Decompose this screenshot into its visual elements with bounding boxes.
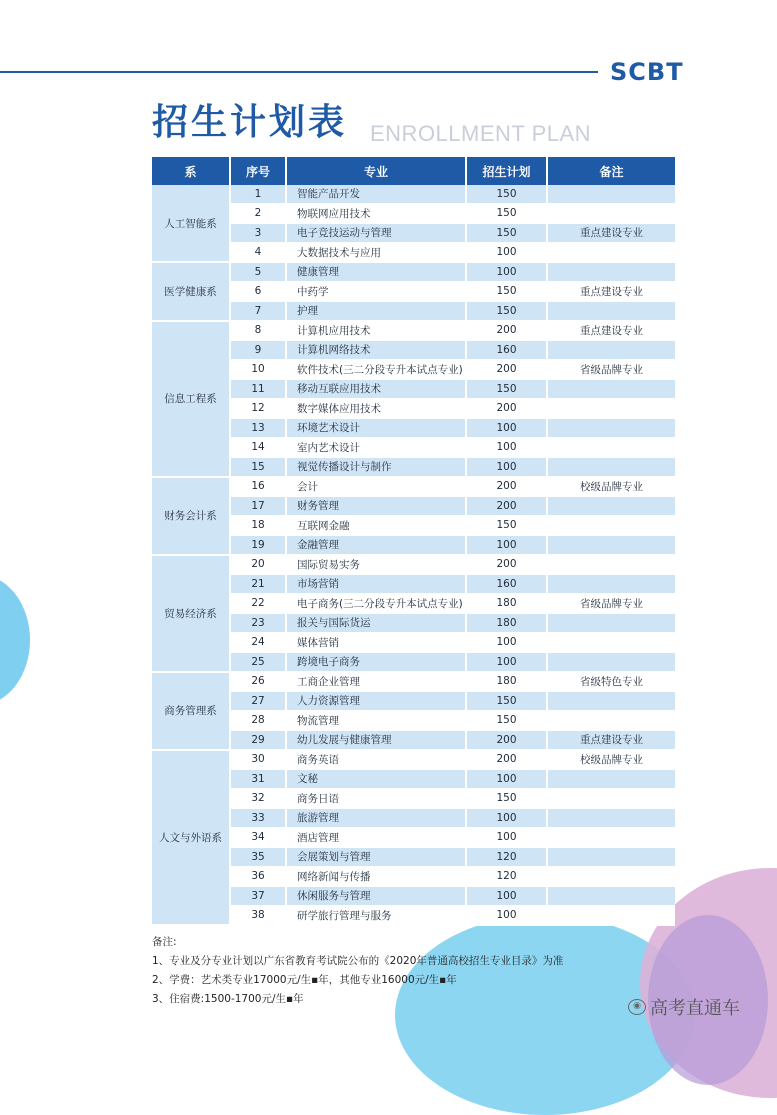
note-cell [548, 634, 675, 654]
major-cell: 媒体营销 [287, 634, 467, 654]
major-cell: 电子商务(三二分段专升本试点专业) [287, 595, 467, 615]
serial-cell: 35 [231, 848, 287, 868]
serial-cell: 6 [231, 283, 287, 303]
major-cell: 计算机应用技术 [287, 322, 467, 342]
plan-cell: 150 [467, 302, 548, 322]
note-cell [548, 341, 675, 361]
serial-cell: 1 [231, 185, 287, 205]
note-cell [548, 380, 675, 400]
plan-cell: 150 [467, 517, 548, 537]
major-cell: 金融管理 [287, 536, 467, 556]
note-line: 1、专业及分专业计划以广东省教育考试院公布的《2020年普通高校招生专业目录》为准 [152, 955, 564, 967]
table-row [152, 575, 675, 595]
major-cell: 旅游管理 [287, 809, 467, 829]
major-cell: 中药学 [287, 283, 467, 303]
table-row [152, 829, 675, 849]
plan-cell: 120 [467, 868, 548, 888]
table-row [152, 790, 675, 810]
serial-cell: 22 [231, 595, 287, 615]
column-header-note: 备注 [548, 157, 675, 185]
note-cell: 省级品牌专业 [548, 361, 675, 381]
table-row [152, 517, 675, 537]
major-cell: 健康管理 [287, 263, 467, 283]
serial-cell: 33 [231, 809, 287, 829]
note-cell: 重点建设专业 [548, 224, 675, 244]
serial-cell: 16 [231, 478, 287, 498]
table-header-row [152, 157, 675, 185]
serial-cell: 12 [231, 400, 287, 420]
table-row [152, 634, 675, 654]
plan-cell: 100 [467, 887, 548, 907]
major-cell: 会展策划与管理 [287, 848, 467, 868]
department-cell: 财务会计系 [152, 478, 231, 556]
major-cell: 移动互联应用技术 [287, 380, 467, 400]
page-subtitle: ENROLLMENT PLAN [370, 121, 592, 146]
table-row [152, 244, 675, 264]
table-row [152, 731, 675, 751]
major-cell: 网络新闻与传播 [287, 868, 467, 888]
note-cell: 校级品牌专业 [548, 478, 675, 498]
table-row [152, 497, 675, 517]
serial-cell: 38 [231, 907, 287, 927]
department-cell: 贸易经济系 [152, 556, 231, 673]
major-cell: 人力资源管理 [287, 692, 467, 712]
note-cell [548, 263, 675, 283]
page-title: 招生计划表 [152, 102, 348, 143]
table-row [152, 868, 675, 888]
table-row [152, 322, 675, 342]
table-row [152, 887, 675, 907]
table-row [152, 283, 675, 303]
note-cell [548, 439, 675, 459]
department-cell: 人工智能系 [152, 185, 231, 263]
note-cell: 重点建设专业 [548, 322, 675, 342]
serial-cell: 24 [231, 634, 287, 654]
serial-cell: 37 [231, 887, 287, 907]
plan-cell: 160 [467, 341, 548, 361]
note-cell [548, 770, 675, 790]
major-cell: 数字媒体应用技术 [287, 400, 467, 420]
table-row [152, 673, 675, 693]
note-cell [548, 400, 675, 420]
plan-cell: 100 [467, 809, 548, 829]
major-cell: 智能产品开发 [287, 185, 467, 205]
plan-cell: 100 [467, 439, 548, 459]
plan-cell: 200 [467, 400, 548, 420]
school-logo: SCBT [610, 58, 684, 86]
table-row [152, 400, 675, 420]
watermark [628, 994, 740, 1020]
note-cell [548, 848, 675, 868]
major-cell: 商务英语 [287, 751, 467, 771]
table-row [152, 595, 675, 615]
plan-cell: 180 [467, 614, 548, 634]
table-row [152, 341, 675, 361]
table-row [152, 419, 675, 439]
serial-cell: 18 [231, 517, 287, 537]
table-row [152, 439, 675, 459]
serial-cell: 17 [231, 497, 287, 517]
table-row [152, 380, 675, 400]
major-cell: 物流管理 [287, 712, 467, 732]
table-row [152, 205, 675, 225]
note-cell [548, 458, 675, 478]
plan-cell: 120 [467, 848, 548, 868]
table-row [152, 907, 675, 927]
serial-cell: 8 [231, 322, 287, 342]
serial-cell: 5 [231, 263, 287, 283]
note-cell: 校级品牌专业 [548, 751, 675, 771]
note-cell: 省级特色专业 [548, 673, 675, 693]
major-cell: 研学旅行管理与服务 [287, 907, 467, 927]
note-cell [548, 536, 675, 556]
major-cell: 电子竞技运动与管理 [287, 224, 467, 244]
major-cell: 工商企业管理 [287, 673, 467, 693]
serial-cell: 7 [231, 302, 287, 322]
plan-cell: 150 [467, 692, 548, 712]
plan-cell: 150 [467, 790, 548, 810]
serial-cell: 23 [231, 614, 287, 634]
note-cell [548, 575, 675, 595]
table-row [152, 809, 675, 829]
note-cell [548, 868, 675, 888]
plan-cell: 100 [467, 829, 548, 849]
table-row [152, 770, 675, 790]
table-row [152, 361, 675, 381]
department-cell: 商务管理系 [152, 673, 231, 751]
note-cell [548, 829, 675, 849]
plan-cell: 100 [467, 458, 548, 478]
note-cell: 重点建设专业 [548, 283, 675, 303]
department-cell: 人文与外语系 [152, 751, 231, 927]
plan-cell: 100 [467, 653, 548, 673]
major-cell: 跨境电子商务 [287, 653, 467, 673]
table-row [152, 692, 675, 712]
notes-section [152, 933, 563, 1009]
enrollment-table [152, 157, 675, 926]
plan-cell: 150 [467, 185, 548, 205]
header-rule [0, 71, 598, 73]
plan-cell: 100 [467, 263, 548, 283]
plan-cell: 180 [467, 673, 548, 693]
plan-cell: 150 [467, 205, 548, 225]
decorative-circle-left [0, 575, 30, 705]
plan-cell: 200 [467, 361, 548, 381]
plan-cell: 100 [467, 907, 548, 927]
note-cell [548, 302, 675, 322]
major-cell: 会计 [287, 478, 467, 498]
table-row [152, 556, 675, 576]
plan-cell: 150 [467, 283, 548, 303]
plan-cell: 200 [467, 322, 548, 342]
serial-cell: 13 [231, 419, 287, 439]
note-cell [548, 185, 675, 205]
note-cell [548, 517, 675, 537]
serial-cell: 20 [231, 556, 287, 576]
serial-cell: 27 [231, 692, 287, 712]
major-cell: 国际贸易实务 [287, 556, 467, 576]
serial-cell: 30 [231, 751, 287, 771]
table-row [152, 458, 675, 478]
note-cell [548, 809, 675, 829]
major-cell: 室内艺术设计 [287, 439, 467, 459]
plan-cell: 100 [467, 770, 548, 790]
major-cell: 互联网金融 [287, 517, 467, 537]
serial-cell: 26 [231, 673, 287, 693]
serial-cell: 19 [231, 536, 287, 556]
plan-cell: 100 [467, 419, 548, 439]
major-cell: 幼儿发展与健康管理 [287, 731, 467, 751]
plan-cell: 180 [467, 595, 548, 615]
serial-cell: 11 [231, 380, 287, 400]
serial-cell: 21 [231, 575, 287, 595]
plan-cell: 150 [467, 380, 548, 400]
table-row [152, 536, 675, 556]
table-row [152, 302, 675, 322]
note-cell [548, 887, 675, 907]
plan-cell: 160 [467, 575, 548, 595]
major-cell: 大数据技术与应用 [287, 244, 467, 264]
major-cell: 休闲服务与管理 [287, 887, 467, 907]
table-row [152, 185, 675, 205]
major-cell: 商务日语 [287, 790, 467, 810]
note-cell [548, 244, 675, 264]
major-cell: 财务管理 [287, 497, 467, 517]
note-cell [548, 614, 675, 634]
table-row [152, 653, 675, 673]
serial-cell: 3 [231, 224, 287, 244]
note-line: 2、学费：艺术类专业17000元/生▪年，其他专业16000元/生▪年 [152, 974, 457, 986]
note-cell [548, 712, 675, 732]
note-cell [548, 790, 675, 810]
table-row [152, 478, 675, 498]
major-cell: 酒店管理 [287, 829, 467, 849]
note-cell [548, 907, 675, 927]
note-cell: 重点建设专业 [548, 731, 675, 751]
table-row [152, 224, 675, 244]
major-cell: 物联网应用技术 [287, 205, 467, 225]
major-cell: 文秘 [287, 770, 467, 790]
plan-cell: 200 [467, 497, 548, 517]
plan-cell: 200 [467, 478, 548, 498]
note-cell [548, 653, 675, 673]
plan-cell: 150 [467, 712, 548, 732]
major-cell: 报关与国际货运 [287, 614, 467, 634]
column-header-no: 序号 [231, 157, 287, 185]
department-cell: 医学健康系 [152, 263, 231, 322]
table-body [152, 185, 675, 926]
major-cell: 环境艺术设计 [287, 419, 467, 439]
serial-cell: 36 [231, 868, 287, 888]
serial-cell: 14 [231, 439, 287, 459]
major-cell: 软件技术(三二分段专升本试点专业) [287, 361, 467, 381]
note-cell [548, 556, 675, 576]
major-cell: 护理 [287, 302, 467, 322]
table-row [152, 614, 675, 634]
table-row [152, 848, 675, 868]
note-line: 3、住宿费:1500-1700元/生▪年 [152, 993, 304, 1005]
major-cell: 市场营销 [287, 575, 467, 595]
table-row [152, 712, 675, 732]
note-cell [548, 692, 675, 712]
department-cell: 信息工程系 [152, 322, 231, 478]
serial-cell: 2 [231, 205, 287, 225]
note-cell [548, 497, 675, 517]
column-header-plan: 招生计划 [467, 157, 548, 185]
serial-cell: 31 [231, 770, 287, 790]
table-row [152, 751, 675, 771]
note-cell: 省级品牌专业 [548, 595, 675, 615]
plan-cell: 200 [467, 556, 548, 576]
serial-cell: 25 [231, 653, 287, 673]
serial-cell: 32 [231, 790, 287, 810]
serial-cell: 34 [231, 829, 287, 849]
column-header-major: 专业 [287, 157, 467, 185]
serial-cell: 10 [231, 361, 287, 381]
major-cell: 计算机网络技术 [287, 341, 467, 361]
major-cell: 视觉传播设计与制作 [287, 458, 467, 478]
plan-cell: 150 [467, 224, 548, 244]
table-row [152, 263, 675, 283]
plan-cell: 100 [467, 536, 548, 556]
note-cell [548, 419, 675, 439]
plan-cell: 200 [467, 731, 548, 751]
serial-cell: 9 [231, 341, 287, 361]
plan-cell: 200 [467, 751, 548, 771]
wechat-icon: ◉ [628, 999, 646, 1015]
notes-heading: 备注: [152, 936, 177, 948]
serial-cell: 28 [231, 712, 287, 732]
plan-cell: 100 [467, 244, 548, 264]
serial-cell: 4 [231, 244, 287, 264]
watermark-text: 高考直通车 [650, 998, 740, 1019]
column-header-dept: 系 [152, 157, 231, 185]
plan-cell: 100 [467, 634, 548, 654]
serial-cell: 15 [231, 458, 287, 478]
note-cell [548, 205, 675, 225]
serial-cell: 29 [231, 731, 287, 751]
